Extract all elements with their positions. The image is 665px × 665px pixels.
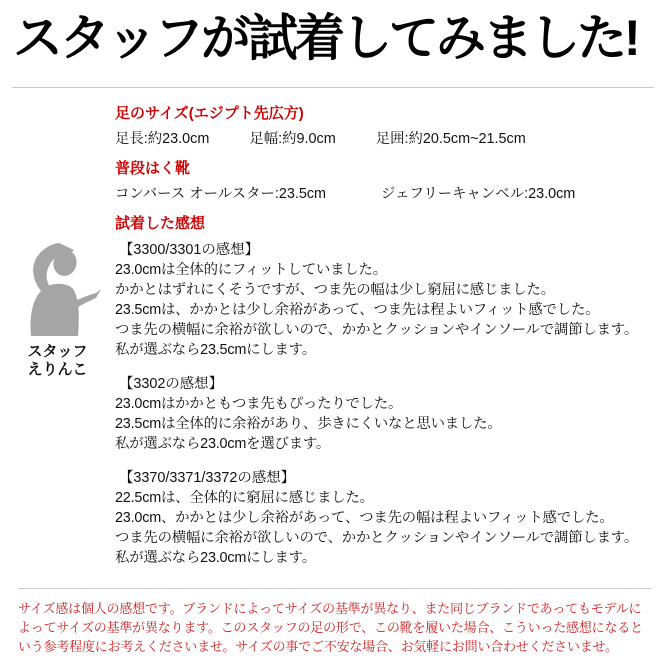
model-title: 【3300/3301の感想】 [119,242,259,258]
foot-length-value: 足長:約23.0cm [115,131,210,147]
usual-shoes-heading: 普段はく靴 [115,160,191,177]
feedback-line: 22.5cmは、全体的に窮屈に感じました。 [115,490,374,506]
feedback-line: 23.0cm、かかとは少し余裕があって、つま先の幅は程よいフィット感でした。 [115,510,614,526]
feedback-line: つま先の横幅に余裕が欲しいので、かかとクッションやインソールで調節します。 [115,530,639,546]
staff-name-line2: えりんこ [27,361,88,378]
feedback-line: 23.0cmは全体的にフィットしていました。 [115,262,387,278]
feedback-line: 私が選ぶなら23.5cmにします。 [115,342,316,358]
feedback-line: かかとはずれにくそうですが、つま先の幅は少し窮屈に感じました。 [115,282,555,298]
foot-circumference-value: 足囲:約20.5cm~21.5cm [375,131,526,147]
main-content [0,88,665,568]
staff-name-line1: スタッフ [27,343,88,360]
staff-profile [0,105,115,568]
usual-shoe-2: ジェフリーキャンベル:23.0cm [381,186,576,202]
foot-size-heading: 足のサイズ(エジプト先広方) [115,105,304,122]
feedback-section-3370-3371-3372 [115,468,661,568]
staff-name [27,343,87,379]
size-disclaimer: サイズ感は個人の感想です。ブランドによってサイズの基準が異なり、また同じブランドであってもモデルによってサイズの基準が異なります。このスタッフの足の形で、この靴を履いた場合、こういった感想になるという参考程度にお考えくださいませ。サイズの事でご不安な場合、お気軽にお問い合わせくださいませ。 [18,601,643,654]
feedback-line: つま先の横幅に余裕が欲しいので、かかとクッションやインソールで調節します。 [115,322,639,338]
review-content [115,105,665,568]
feedback-line: 私が選ぶなら23.0cmを選びます。 [115,436,331,452]
feedback-line: 23.5cmは、かかとは少し余裕があって、つま先は程よいフィット感でした。 [115,302,600,318]
feedback-section-3300-3301 [115,240,661,360]
person-silhouette-icon [15,242,101,336]
usual-shoe-1: コンバース オールスター:23.5cm [115,186,327,202]
model-title: 【3370/3371/3372の感想】 [119,470,295,486]
feedback-line: 23.5cmは全体的に余裕があり、歩きにくいなと思いました。 [115,416,502,432]
foot-width-value: 足幅:約9.0cm [249,131,336,147]
feedback-line: 私が選ぶなら23.0cmにします。 [115,550,316,566]
model-title: 【3302の感想】 [119,376,223,392]
impressions-heading: 試着した感想 [115,215,206,232]
usual-shoes-values [115,185,661,204]
feedback-section-3302 [115,374,661,454]
foot-size-values [115,130,661,149]
feedback-line: 23.0cmはかかともつま先もぴったりでした。 [115,396,403,412]
page-title: スタッフが試着してみました! [13,10,638,66]
